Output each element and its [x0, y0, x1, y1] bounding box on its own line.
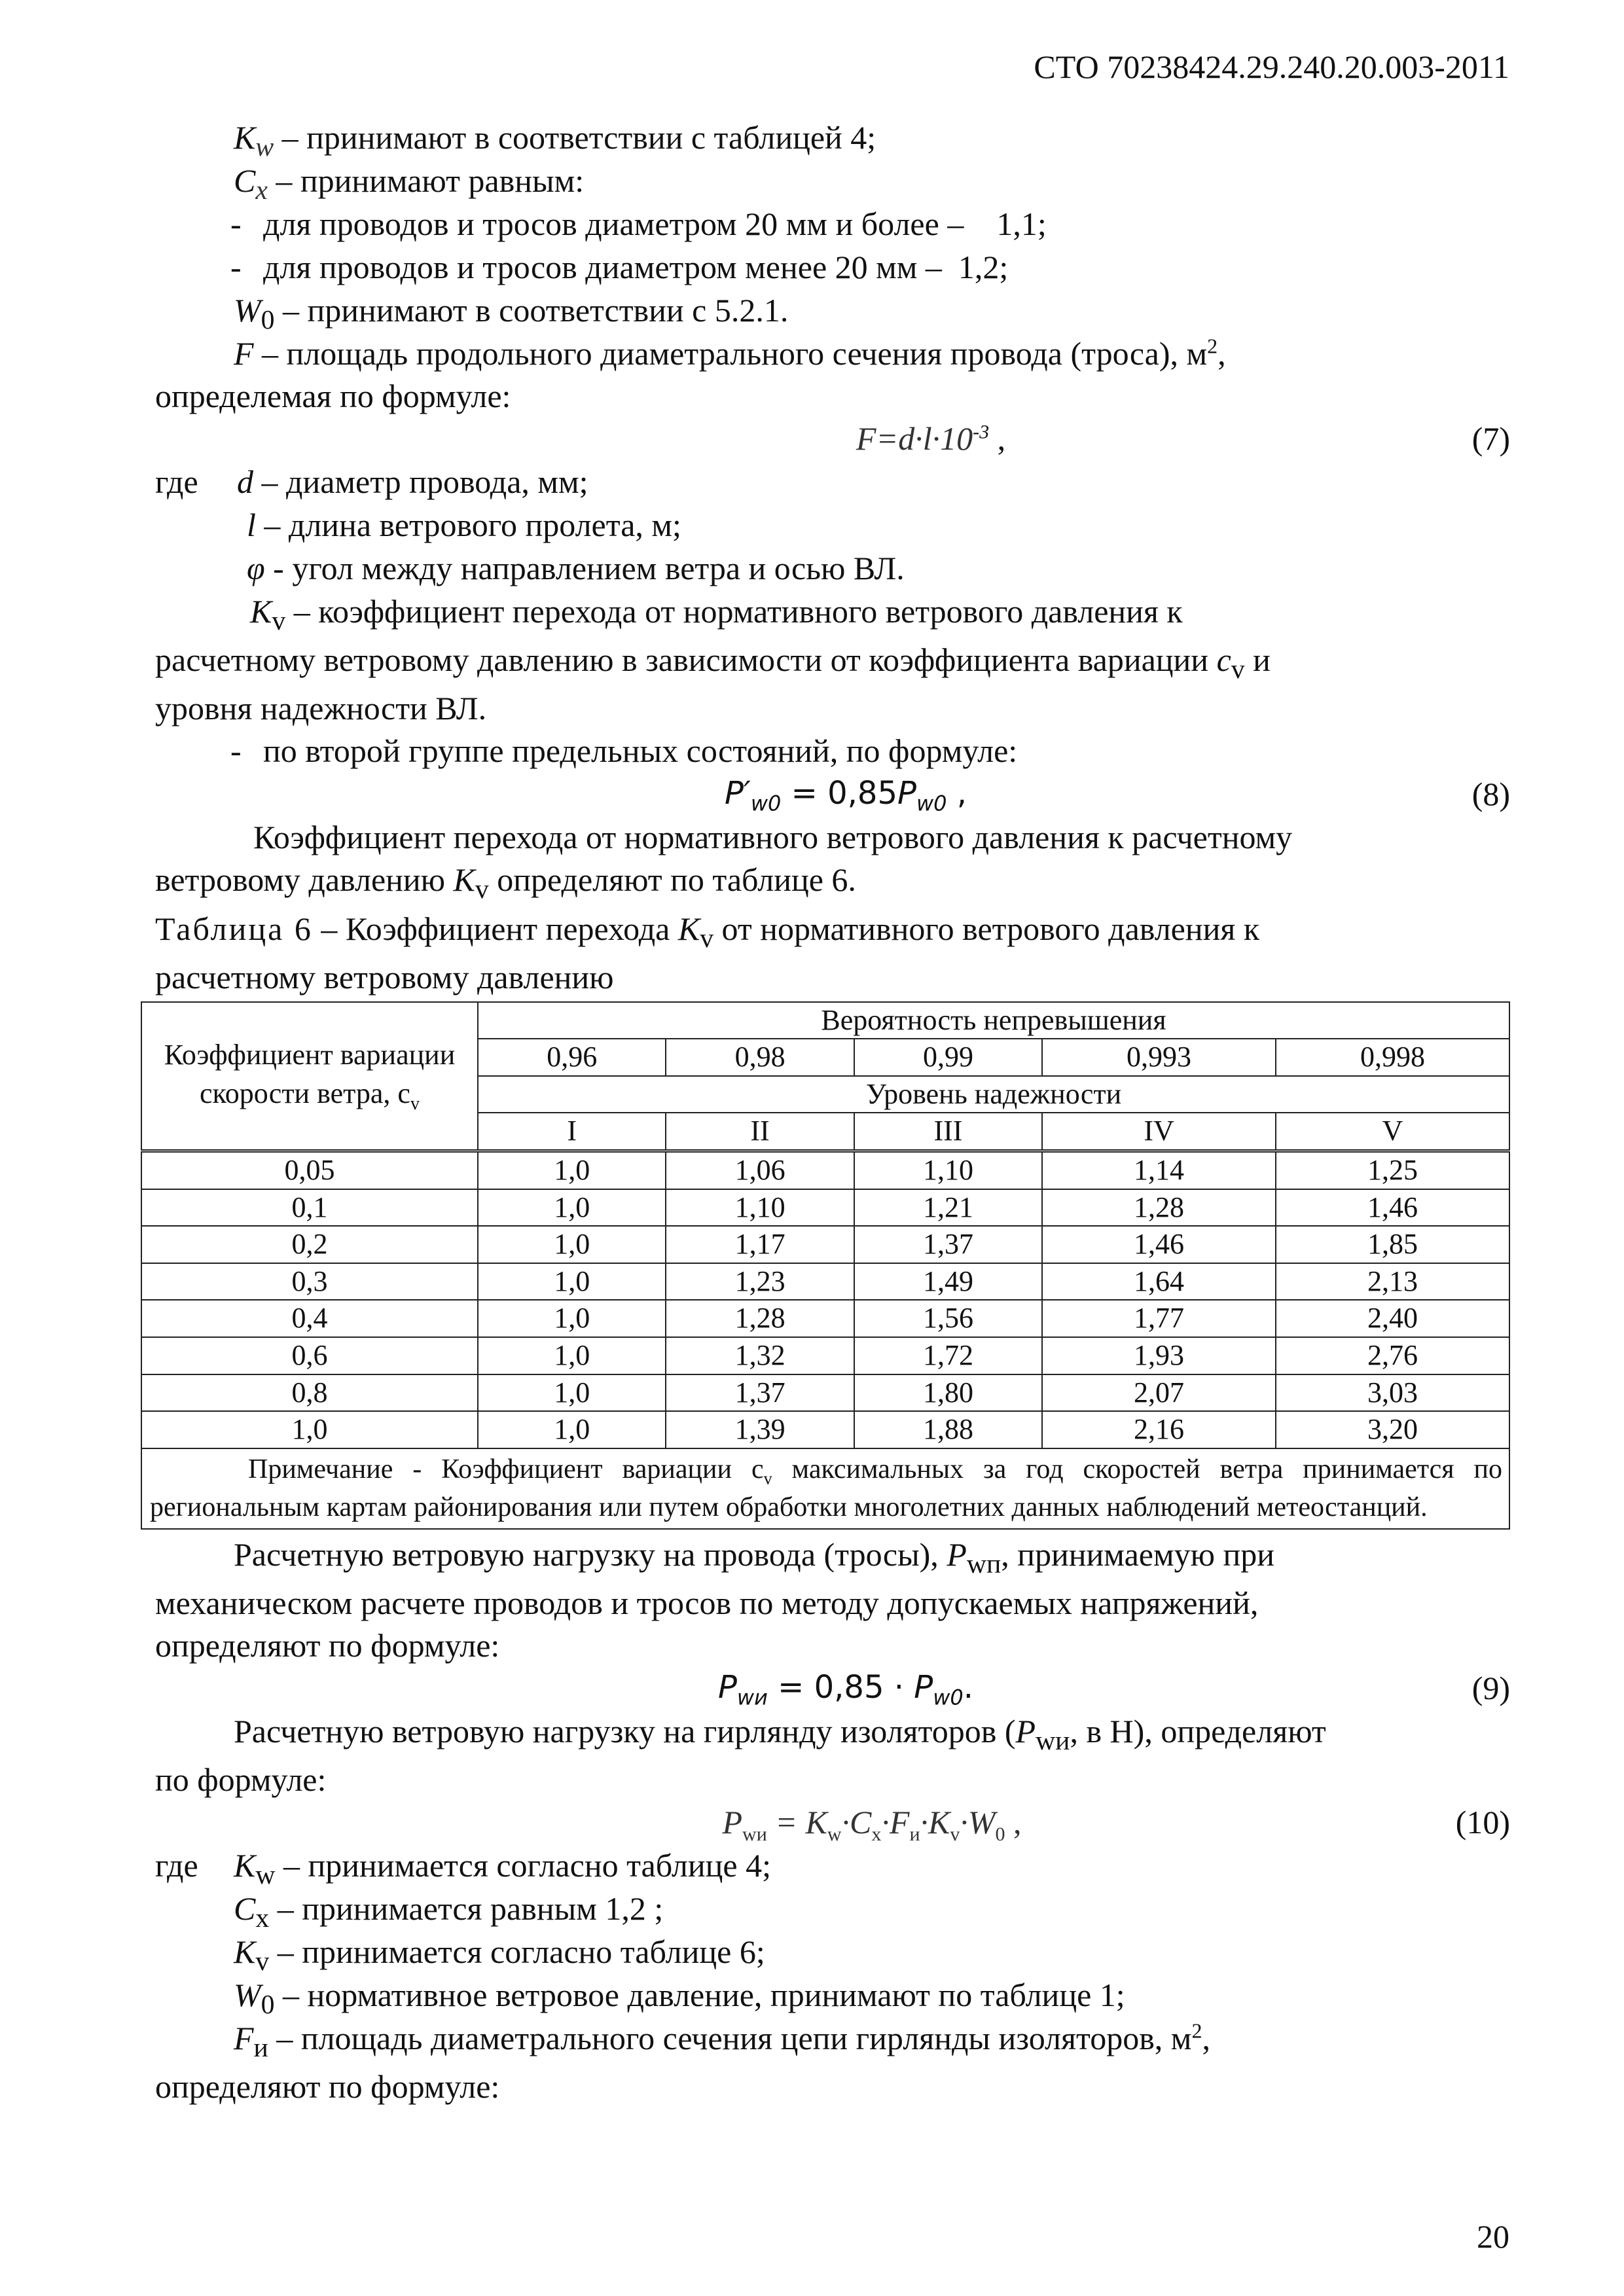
symbol: K — [234, 119, 256, 156]
symbol: F — [234, 2019, 254, 2056]
item-text: - угол между направлением ветра и осью ВЛ. — [264, 550, 905, 586]
note-subscript: v — [763, 1469, 772, 1488]
definition-text: – площадь продольного диаметрального сечения провода (троса), м — [253, 335, 1208, 372]
paragraph-line-1a: Расчетную ветровую нагрузку на гирлянду изоляторов ( — [234, 1712, 1016, 1749]
coefficient-cell: 1,80 — [854, 1374, 1042, 1412]
coefficient-cell: 1,88 — [854, 1411, 1042, 1448]
symbol-subscript: 0 — [261, 1989, 275, 2020]
coefficient-cell: 2,76 — [1276, 1337, 1509, 1374]
coefficient-cell: 1,28 — [666, 1300, 854, 1337]
formula-k: = K — [767, 1803, 827, 1840]
item-text: по второй группе предельных состояний, по формуле: — [263, 732, 1018, 770]
where-l — [155, 504, 1510, 547]
definition-text: – коэффициент перехода от нормативного ветрового давления к — [285, 593, 1183, 630]
coefficient-cell: 1,37 — [666, 1374, 854, 1412]
coefficient-cell: 1,0 — [478, 1189, 666, 1227]
probability-value: 0,96 — [478, 1039, 666, 1076]
symbol-subscript: wи — [1036, 1725, 1070, 1756]
coefficient-cell: 1,46 — [1276, 1189, 1509, 1227]
paragraph-line-2a: ветровому давлению — [155, 861, 454, 899]
definition-text-continued: определемая по формуле: — [155, 378, 511, 414]
coefficient-cell: 1,0 — [478, 1151, 666, 1189]
coefficient-cell: 1,21 — [854, 1189, 1042, 1227]
formula-rhs-symbol: P — [897, 775, 916, 812]
coefficient-table — [141, 1001, 1510, 1530]
coefficient-cell: 3,03 — [1276, 1374, 1509, 1412]
kw-definition — [155, 117, 1510, 160]
where-phi — [155, 547, 1510, 590]
variation-symbol: c — [1216, 641, 1231, 679]
coefficient-cell: 1,17 — [666, 1226, 854, 1263]
item-text: – принимается равным 1,2 ; — [269, 1890, 664, 1927]
unit-superscript: 2 — [1207, 334, 1218, 358]
coefficient-cell: 1,49 — [854, 1263, 1042, 1300]
table-row — [141, 1374, 1509, 1412]
symbol: P — [1015, 1712, 1036, 1749]
formula-rhs: = 0,85 · — [767, 1668, 914, 1706]
variation-coefficient-header — [141, 1002, 478, 1151]
coefficient-cell: 3,20 — [1276, 1411, 1509, 1448]
coefficient-cell: 1,46 — [1042, 1226, 1276, 1263]
formula-lhs: P — [717, 1668, 737, 1706]
coefficient-cell: 1,93 — [1042, 1337, 1276, 1374]
fi-definition — [155, 2017, 1510, 2108]
symbol: C — [234, 1890, 256, 1927]
formula-body: F=d·l·10 — [856, 420, 973, 457]
formula-lhs-subscript: w0 — [750, 791, 782, 816]
formula-expression — [155, 418, 1608, 460]
definition-text-continued: определяют по формуле: — [155, 2068, 500, 2106]
unit-superscript: 2 — [1191, 2018, 1202, 2043]
symbol-subscript: w — [255, 1859, 276, 1890]
table-row — [141, 1151, 1509, 1189]
definition-text: – принимают равным: — [267, 162, 585, 199]
symbol: φ — [247, 550, 265, 586]
pwp-paragraph — [155, 1534, 1510, 1667]
coefficient-cell: 1,10 — [854, 1151, 1042, 1189]
coefficient-cell: 1,77 — [1042, 1300, 1276, 1337]
definition-text-2a: расчетному ветровому давлению в зависимости от коэффициента вариации — [155, 641, 1217, 679]
coefficient-cell: 1,85 — [1276, 1226, 1509, 1263]
probability-value: 0,98 — [666, 1039, 854, 1076]
formula-number: (10) — [1455, 1803, 1510, 1840]
paragraph-line-1a: Расчетную ветровую нагрузку на провода (тросы), — [234, 1535, 947, 1573]
table-caption-prefix: Таблица 6 — [155, 910, 313, 947]
formula-w: ·W — [960, 1803, 996, 1840]
symbol-subscript: x — [255, 1903, 270, 1933]
second-group-item — [155, 730, 1510, 773]
dash-bullet: - — [230, 206, 242, 242]
table-caption-line-2: расчетному ветровому давлению — [155, 958, 614, 996]
paragraph-line-1b: , принимаемую при — [1001, 1535, 1274, 1573]
kv-paragraph — [155, 816, 1510, 907]
coefficient-cell: 2,13 — [1276, 1263, 1509, 1300]
symbol: K — [453, 861, 475, 899]
item-text: для проводов и тросов диаметром менее 20 мм – — [263, 249, 942, 285]
variation-coefficient-cell: 0,3 — [141, 1263, 478, 1300]
formula-lhs: P — [722, 1803, 743, 1840]
coefficient-cell: 1,0 — [478, 1411, 666, 1448]
table-caption-text-1: – Коэффициент перехода — [312, 910, 678, 947]
variation-coefficient-cell: 0,1 — [141, 1189, 478, 1227]
coefficient-cell: 1,0 — [478, 1374, 666, 1412]
table-note-row — [141, 1448, 1509, 1529]
formula-w-subscript: 0 — [995, 1823, 1005, 1845]
formula-c-subscript: x — [871, 1823, 882, 1845]
note-text-a: Примечание - Коэффициент вариации c — [248, 1454, 764, 1484]
formula-rhs-subscript: w0 — [916, 791, 947, 816]
table-caption — [155, 908, 1510, 999]
coefficient-cell: 1,0 — [478, 1226, 666, 1263]
formula-tail: , — [989, 420, 1006, 457]
formula-rhs-symbol: P — [914, 1668, 933, 1706]
formula-f: ·F — [881, 1803, 910, 1840]
coefficient-cell: 1,32 — [666, 1337, 854, 1374]
w0-definition — [155, 289, 1510, 335]
symbol-subscript: 0 — [261, 305, 275, 335]
table-caption-text-2: от нормативного ветрового давления к — [713, 910, 1260, 947]
symbol-subscript: v — [700, 923, 714, 954]
paragraph-line-3: определяют по формуле: — [155, 1626, 500, 1664]
formula-lhs: P′ — [725, 775, 751, 812]
formula-expression — [155, 1801, 1549, 1847]
symbol-subscript: и — [253, 2032, 268, 2063]
punctuation: , — [1218, 335, 1226, 372]
symbol: W — [234, 1976, 261, 2013]
formula-k-subscript: w — [827, 1823, 842, 1845]
formula-rhs-subscript: w0 — [933, 1685, 964, 1710]
table-note — [141, 1448, 1509, 1529]
where-item — [237, 461, 588, 503]
symbol-subscript: v — [475, 874, 489, 905]
item-text: – длина ветрового пролета, м; — [255, 507, 681, 543]
formula-tail: , — [947, 775, 967, 812]
table-row — [141, 1263, 1509, 1300]
coefficient-cell: 1,14 — [1042, 1151, 1276, 1189]
variation-coefficient-cell: 0,8 — [141, 1374, 478, 1412]
punctuation: , — [1202, 2019, 1210, 2056]
table-row — [141, 1337, 1509, 1374]
table-row — [141, 1411, 1509, 1448]
table-row — [141, 1226, 1509, 1263]
formula-number: (9) — [1471, 1669, 1510, 1706]
formula-7 — [155, 418, 1510, 461]
formula-expression — [155, 773, 1523, 817]
symbol-subscript: w — [255, 132, 274, 162]
page-number: 20 — [1477, 2218, 1509, 2255]
reliability-level: V — [1276, 1113, 1509, 1151]
symbol: C — [234, 162, 256, 199]
formula-tail: , — [1005, 1803, 1022, 1840]
probability-value: 0,998 — [1276, 1039, 1509, 1076]
formula-8 — [155, 773, 1510, 816]
item-value: 1,2; — [958, 249, 1009, 285]
symbol: K — [234, 1846, 256, 1884]
definition-text: – площадь диаметрального сечения цепи гирлянды изоляторов, м — [268, 2019, 1192, 2056]
cx-definition — [155, 160, 1510, 206]
reliability-level-header: Уровень надежности — [478, 1076, 1509, 1113]
probability-value: 0,993 — [1042, 1039, 1276, 1076]
page-content — [150, 117, 1510, 2108]
formula-number: (7) — [1471, 420, 1510, 457]
variation-coefficient-cell: 0,2 — [141, 1226, 478, 1263]
note-text-b: максимальных за год скоростей ветра принимается по региональным картам районирования или путем обработки многолетних данных наблюдений метеостанций. — [150, 1454, 1503, 1522]
cx-item-large-diameter — [155, 203, 1510, 246]
coefficient-cell: 1,23 — [666, 1263, 854, 1300]
coefficient-cell: 1,0 — [478, 1263, 666, 1300]
symbol-subscript: wп — [966, 1549, 1001, 1579]
where-w0 — [155, 1974, 1510, 2020]
reliability-level: IV — [1042, 1113, 1276, 1151]
coefficient-cell: 2,16 — [1042, 1411, 1276, 1448]
item-text: – принимается согласно таблице 6; — [269, 1933, 765, 1970]
dash-bullet: - — [230, 249, 242, 285]
header-subscript: v — [410, 1094, 420, 1115]
formula-tail: . — [963, 1668, 974, 1706]
table-body — [141, 1151, 1509, 1448]
f-definition — [155, 332, 1510, 418]
symbol: P — [947, 1535, 967, 1573]
paragraph-line-1: Коэффициент перехода от нормативного ветрового давления к расчетному — [253, 819, 1293, 856]
formula-exponent: -3 — [973, 421, 990, 443]
where-kv — [155, 1931, 1510, 1977]
variation-coefficient-cell: 1,0 — [141, 1411, 478, 1448]
formula-lhs-subscript: wи — [736, 1685, 768, 1710]
reliability-level: II — [666, 1113, 854, 1151]
reliability-level: I — [478, 1113, 666, 1151]
symbol: d — [237, 463, 253, 500]
formula-lhs-subscript: wи — [742, 1823, 767, 1845]
item-value: 1,1; — [996, 206, 1047, 242]
symbol: W — [234, 292, 261, 329]
header-text: Коэффициент вариации скорости ветра, c — [164, 1038, 456, 1110]
coefficient-cell: 1,64 — [1042, 1263, 1276, 1300]
coefficient-cell: 2,07 — [1042, 1374, 1276, 1412]
variation-coefficient-cell: 0,4 — [141, 1300, 478, 1337]
formula-9 — [155, 1667, 1510, 1710]
paragraph-line-1b: , в Н), определяют — [1070, 1712, 1326, 1749]
coefficient-cell: 1,39 — [666, 1411, 854, 1448]
document-code-header: СТО 70238424.29.240.20.003-2011 — [1034, 48, 1509, 85]
definition-text-3: уровня надежности ВЛ. — [155, 690, 487, 727]
reliability-level: III — [854, 1113, 1042, 1151]
table-row — [141, 1189, 1509, 1227]
formula-kv: ·K — [920, 1803, 950, 1840]
where-d — [155, 461, 1510, 504]
table-header-row-1 — [141, 1002, 1509, 1039]
where-label: где — [155, 463, 198, 500]
formula-c: ·C — [841, 1803, 872, 1840]
coefficient-cell: 1,72 — [854, 1337, 1042, 1374]
coefficient-cell: 1,56 — [854, 1300, 1042, 1337]
coefficient-cell: 1,06 — [666, 1151, 854, 1189]
symbol: K — [677, 910, 700, 947]
coefficient-cell: 1,10 — [666, 1189, 854, 1227]
coefficient-cell: 1,28 — [1042, 1189, 1276, 1227]
paragraph-line-2: механическом расчете проводов и тросов по методу допускаемых напряжений, — [155, 1584, 1259, 1621]
coefficient-cell: 2,40 — [1276, 1300, 1509, 1337]
coefficient-cell: 1,25 — [1276, 1151, 1509, 1189]
symbol-subscript: x — [255, 175, 268, 206]
kv-definition — [155, 590, 1510, 730]
symbol: l — [247, 507, 256, 543]
where-item — [234, 1844, 771, 1893]
probability-value: 0,99 — [854, 1039, 1042, 1076]
coefficient-cell: 1,0 — [478, 1337, 666, 1374]
where-cx — [155, 1888, 1510, 1931]
paragraph-line-2: по формуле: — [155, 1761, 327, 1798]
coefficient-cell: 1,0 — [478, 1300, 666, 1337]
pwi-paragraph — [155, 1710, 1510, 1801]
symbol-subscript: v — [272, 606, 286, 636]
symbol: K — [234, 1933, 256, 1970]
variation-coefficient-cell: 0,6 — [141, 1337, 478, 1374]
variation-subscript: v — [1231, 655, 1245, 685]
symbol: F — [234, 335, 254, 372]
item-text: – принимается согласно таблице 4; — [275, 1846, 771, 1884]
definition-text: – принимают в соответствии с 5.2.1. — [274, 292, 789, 329]
formula-kv-subscript: v — [950, 1823, 960, 1845]
item-text: – диаметр провода, мм; — [253, 463, 588, 500]
table-row — [141, 1300, 1509, 1337]
formula-rhs: = 0,85 — [781, 775, 897, 812]
definition-text-2b: и — [1244, 641, 1271, 679]
probability-header: Вероятность непревышения — [478, 1002, 1509, 1039]
formula-number: (8) — [1471, 776, 1510, 813]
variation-coefficient-cell: 0,05 — [141, 1151, 478, 1189]
cx-item-small-diameter — [155, 246, 1510, 289]
paragraph-line-2b: определяют по таблице 6. — [488, 861, 856, 899]
symbol: K — [250, 593, 272, 630]
item-text: для проводов и тросов диаметром 20 мм и более – — [263, 206, 964, 242]
where-label: где — [155, 1846, 198, 1884]
formula-10 — [155, 1801, 1510, 1844]
symbol-subscript: v — [255, 1946, 270, 1977]
item-text: – нормативное ветровое давление, принимают по таблице 1; — [274, 1976, 1125, 2013]
formula-expression — [155, 1667, 1523, 1712]
formula-f-subscript: и — [909, 1823, 920, 1845]
definition-text: – принимают в соответствии с таблицей 4; — [274, 119, 876, 156]
dash-bullet: - — [230, 732, 242, 770]
coefficient-cell: 1,37 — [854, 1226, 1042, 1263]
where-kw — [155, 1844, 1510, 1888]
